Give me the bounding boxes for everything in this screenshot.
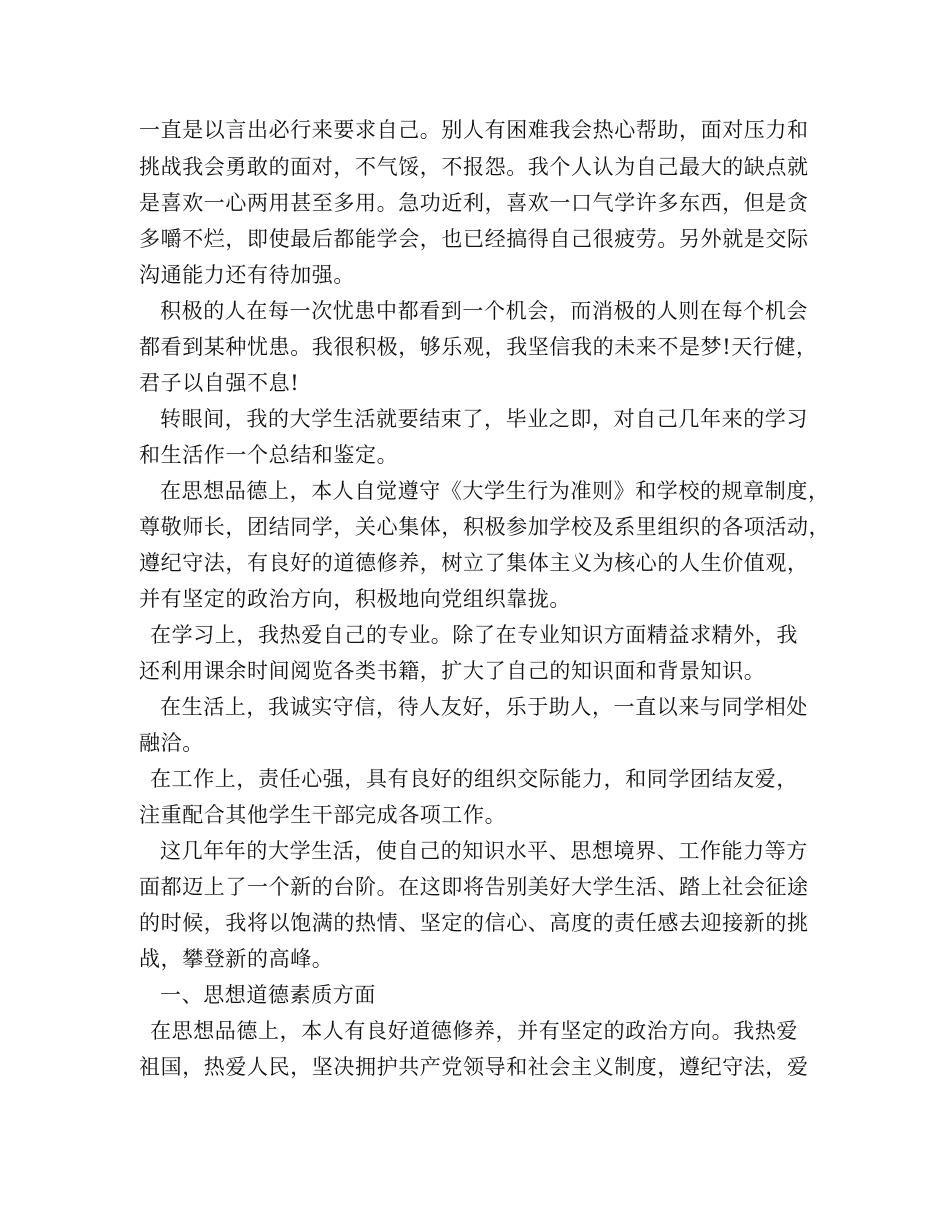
text-line: 是喜欢一心两用甚至多用。急功近利，喜欢一口气学许多东西，但是贪 [139,191,809,215]
text-line: 融洽。 [139,731,204,755]
text-line: 面都迈上了一个新的台阶。在这即将告别美好大学生活、踏上社会征途 [139,875,809,899]
text-line: 多嚼不烂，即使最后都能学会，也已经搞得自己很疲劳。另外就是交际 [139,227,809,251]
text-line: 在学习上，我热爱自己的专业。除了在专业知识方面精益求精外，我 [150,623,798,647]
text-line: 祖国，热爱人民，坚决拥护共产党领导和社会主义制度，遵纪守法，爱 [139,1055,809,1079]
text-line: 在思想品德上，本人有良好道德修养，并有坚定的政治方向。我热爱 [150,1019,798,1043]
text-line: 的时候，我将以饱满的热情、坚定的信心、高度的责任感去迎接新的挑 [139,911,809,935]
text-line: 在工作上，责任心强，具有良好的组织交际能力，和同学团结友爱， [150,767,798,791]
text-line: 转眼间，我的大学生活就要结束了，毕业之即，对自己几年来的学习 [160,407,808,431]
text-line: 在生活上，我诚实守信，待人友好，乐于助人，一直以来与同学相处 [160,695,808,719]
text-line: 君子以自强不息! [139,371,300,395]
section-heading: 一、思想道德素质方面 [160,983,376,1007]
text-line: 战，攀登新的高峰。 [139,947,334,971]
text-line: 还利用课余时间阅览各类书籍，扩大了自己的知识面和背景知识。 [139,659,766,683]
text-line: 在思想品德上，本人自觉遵守《大学生行为准则》和学校的规章制度， [160,479,830,503]
text-line: 注重配合其他学生干部完成各项工作。 [139,803,507,827]
text-line: 积极的人在每一次忧患中都看到一个机会，而消极的人则在每个机会 [160,299,808,323]
text-line: 这几年年的大学生活，使自己的知识水平、思想境界、工作能力等方 [160,839,808,863]
text-line: 都看到某种忧患。我很积极，够乐观，我坚信我的未来不是梦!天行健， [139,335,818,359]
text-line: 挑战我会勇敢的面对，不气馁，不报怨。我个人认为自己最大的缺点就 [139,155,809,179]
text-line: 遵纪守法，有良好的道德修养，树立了集体主义为核心的人生价值观， [139,551,809,575]
text-line: 尊敬师长，团结同学，关心集体，积极参加学校及系里组织的各项活动， [139,515,831,539]
text-line: 一直是以言出必行来要求自己。别人有困难我会热心帮助，面对压力和 [139,118,809,142]
text-line: 和生活作一个总结和鉴定。 [139,443,399,467]
text-line: 沟通能力还有待加强。 [139,263,355,287]
text-line: 并有坚定的政治方向，积极地向党组织靠拢。 [139,587,571,611]
